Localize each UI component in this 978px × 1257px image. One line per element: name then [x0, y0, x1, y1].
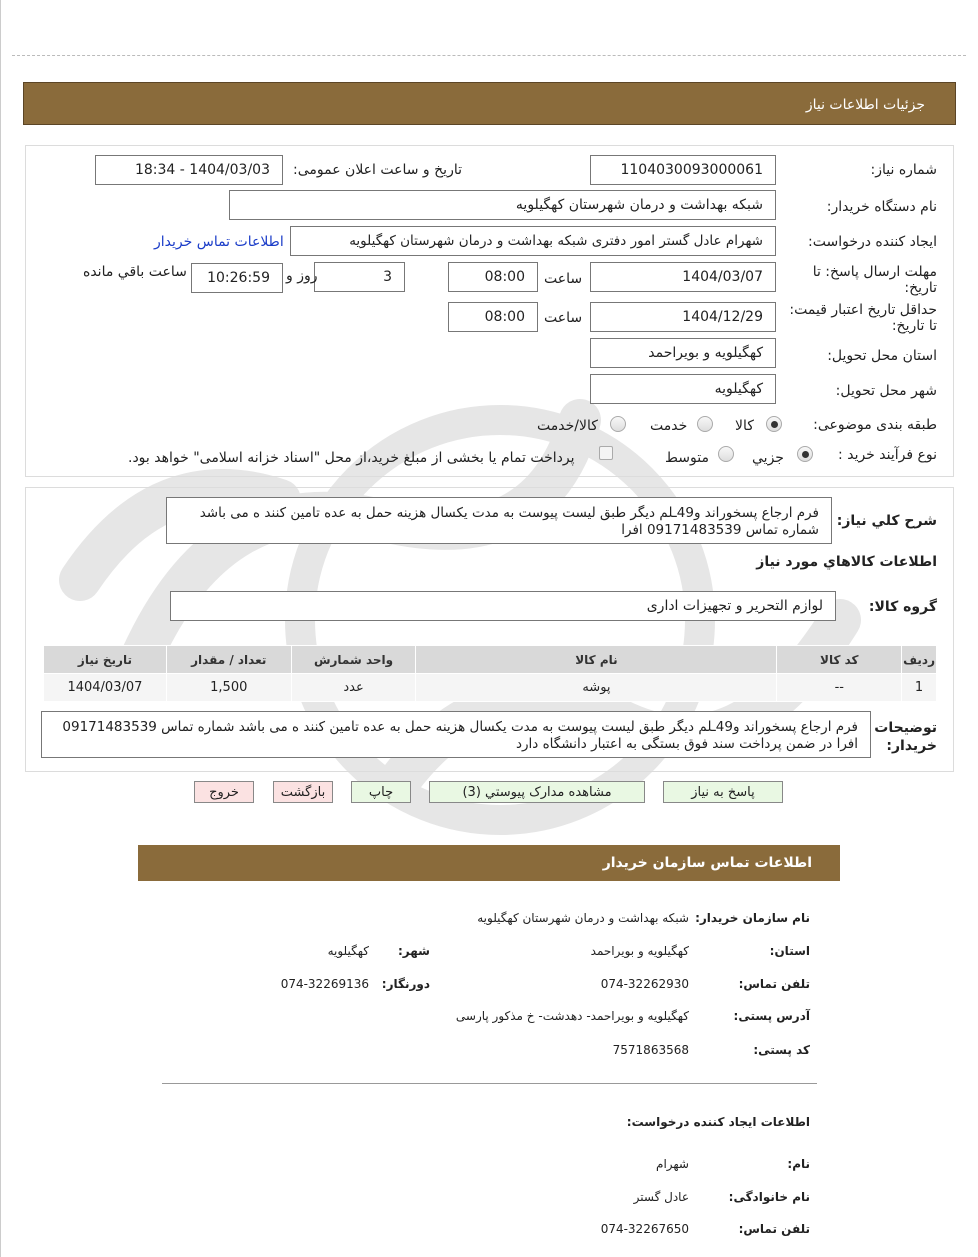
category-option-both: کالا/خدمت [537, 418, 598, 434]
contact-header [138, 845, 840, 881]
creator-last-name-label: نام خانوادگی: [728, 1190, 810, 1204]
goods-section-title: اطلاعات كالاهاي مورد نياز [756, 554, 937, 570]
contact-city-label: شهر: [398, 944, 430, 958]
cell-date: 1404/03/07 [44, 674, 167, 702]
deadline-time-word: ساعت [544, 271, 583, 287]
announce-field: 1404/03/03 - 18:34 [95, 155, 283, 185]
contact-title: اطلاعات تماس سازمان خریدار [602, 855, 812, 871]
creator-phone: 074-32267650 [600, 1222, 689, 1236]
need-number-field: 1104030093000061 [590, 155, 776, 185]
contact-org: شبکه بهداشت و درمان شهرستان کهگیلویه [477, 911, 689, 925]
days-field: 3 [314, 262, 405, 292]
category-radio-goods[interactable] [766, 416, 782, 432]
validity-time-field: 08:00 [448, 302, 538, 332]
reply-button[interactable]: پاسخ به نیاز [663, 781, 783, 803]
validity-time-word: ساعت [544, 310, 583, 326]
process-radio-medium[interactable] [718, 446, 734, 462]
creator-first-name: شهرام [656, 1157, 689, 1171]
contact-fax-label: دورنگار: [381, 977, 430, 991]
category-radio-service[interactable] [697, 416, 713, 432]
contact-city: کهگیلویه [327, 944, 369, 958]
cell-unit: عدد [291, 674, 416, 702]
category-option-goods: کالا [735, 418, 754, 434]
table-row [44, 674, 937, 702]
attachments-button[interactable]: مشاهده مدارک پیوستي (3) [429, 781, 645, 803]
contact-phone: 074-32262930 [600, 977, 689, 991]
buyer-org-label: نام دستگاه خریدار: [826, 199, 937, 215]
contact-fax: 074-32269136 [280, 977, 369, 991]
contact-address-label: آدرس پستی: [733, 1009, 810, 1023]
deadline-label: مهلت ارسال پاسخ: تا تاریخ: [812, 264, 937, 296]
contact-phone-label: تلفن تماس: [738, 977, 810, 991]
treasury-note: پرداخت تمام یا بخشی از مبلغ خرید،از محل "اسناد خزانه اسلامی" خواهد بود. [128, 450, 575, 466]
summary-label: شرح كلي نياز: [836, 513, 937, 529]
creator-field: شهرام عادل گستر امور دفتری شبکه بهداشت و درمان شهرستان کهگیلویه [290, 226, 776, 256]
page-title: جزئیات اطلاعات نیاز [805, 97, 925, 113]
print-button[interactable]: چاپ [351, 781, 411, 803]
need-number-label: شماره نیاز: [870, 162, 937, 178]
goods-table [43, 645, 937, 702]
treasury-checkbox[interactable] [599, 446, 613, 460]
validity-label: حداقل تاریخ اعتبار قیمت: تا تاریخ: [789, 302, 937, 334]
buyer-notes-label: توضیحات خریدار: [874, 720, 937, 754]
col-qty: تعداد / مقدار [166, 646, 291, 674]
announce-label: تاریخ و ساعت اعلان عمومی: [293, 162, 462, 178]
cell-row: 1 [902, 674, 937, 702]
deadline-date-field: 1404/03/07 [590, 262, 776, 292]
remaining-word: ساعت باقي مانده [83, 264, 187, 280]
process-option-minor: جزیي [752, 450, 784, 466]
divider [162, 1083, 817, 1084]
buyer-contact-link[interactable]: اطلاعات تماس خریدار [154, 234, 284, 250]
page-header [23, 82, 956, 125]
contact-postal: 7571863568 [612, 1043, 689, 1057]
group-label: گروه کالا: [868, 599, 937, 615]
city-label: شهر محل تحویل: [835, 383, 937, 399]
process-radio-minor[interactable] [797, 446, 813, 462]
back-button[interactable]: بازگشت [273, 781, 333, 803]
city-field: کهگیلویه [590, 374, 776, 404]
category-radio-both[interactable] [610, 416, 626, 432]
category-label: طبقه بندی موضوعی: [813, 417, 937, 433]
province-field: کهگیلویه و بویراحمد [590, 338, 776, 368]
creator-section-title: اطلاعات ایجاد کننده درخواست: [626, 1115, 810, 1129]
contact-postal-label: کد پستی: [753, 1043, 810, 1057]
buyer-notes-field: فرم ارجاع پسخوراند و49ـلم دیگر طبق لیست پیوست به مدت یکسال هزینه حمل به عده تامین کنند ه می باشد شماره تماس 09171483539 افرا در ضمن پرداخت سند فوق بستگی به اعتبار دانشگاه دارد [41, 711, 871, 758]
contact-org-label: نام سازمان خریدار: [695, 911, 810, 925]
creator-phone-label: تلفن تماس: [738, 1222, 810, 1236]
group-field: لوازم التحریر و تجهیزات اداری [170, 591, 836, 621]
exit-button[interactable]: خروج [194, 781, 254, 803]
contact-province: کهگیلویه و بویراحمد [590, 944, 689, 958]
province-label: استان محل تحویل: [827, 348, 937, 364]
days-word: روز و [286, 268, 318, 284]
col-name: نام کالا [416, 646, 777, 674]
remaining-time-field: 10:26:59 [191, 263, 283, 293]
cell-code: -- [777, 674, 902, 702]
buyer-org-field: شبکه بهداشت و درمان شهرستان کهگیلویه [229, 190, 776, 220]
contact-address: کهگیلویه و بویراحمد- دهدشت- خ مذکور پارسی [455, 1009, 689, 1023]
contact-province-label: استان: [769, 944, 810, 958]
process-label: نوع فرآیند خرید : [838, 447, 937, 463]
col-date: تاریخ نیاز [44, 646, 167, 674]
col-code: کد کالا [777, 646, 902, 674]
creator-last-name: عادل گستر [633, 1190, 689, 1204]
summary-field: فرم ارجاع پسخوراند و49ـلم دیگر طبق لیست پیوست به مدت یکسال هزینه حمل به عده تامین کنند ه می باشد شماره تماس 09171483539 افرا [166, 497, 832, 544]
deadline-time-field: 08:00 [448, 262, 538, 292]
process-option-medium: متوسط [665, 450, 709, 466]
creator-label: ایجاد کننده درخواست: [808, 234, 937, 250]
col-unit: واحد شمارش [291, 646, 416, 674]
cell-name: پوشه [416, 674, 777, 702]
cell-qty: 1,500 [166, 674, 291, 702]
category-option-service: خدمت [650, 418, 688, 434]
creator-first-name-label: نام: [787, 1157, 810, 1171]
validity-date-field: 1404/12/29 [590, 302, 776, 332]
col-row: رديف [902, 646, 937, 674]
